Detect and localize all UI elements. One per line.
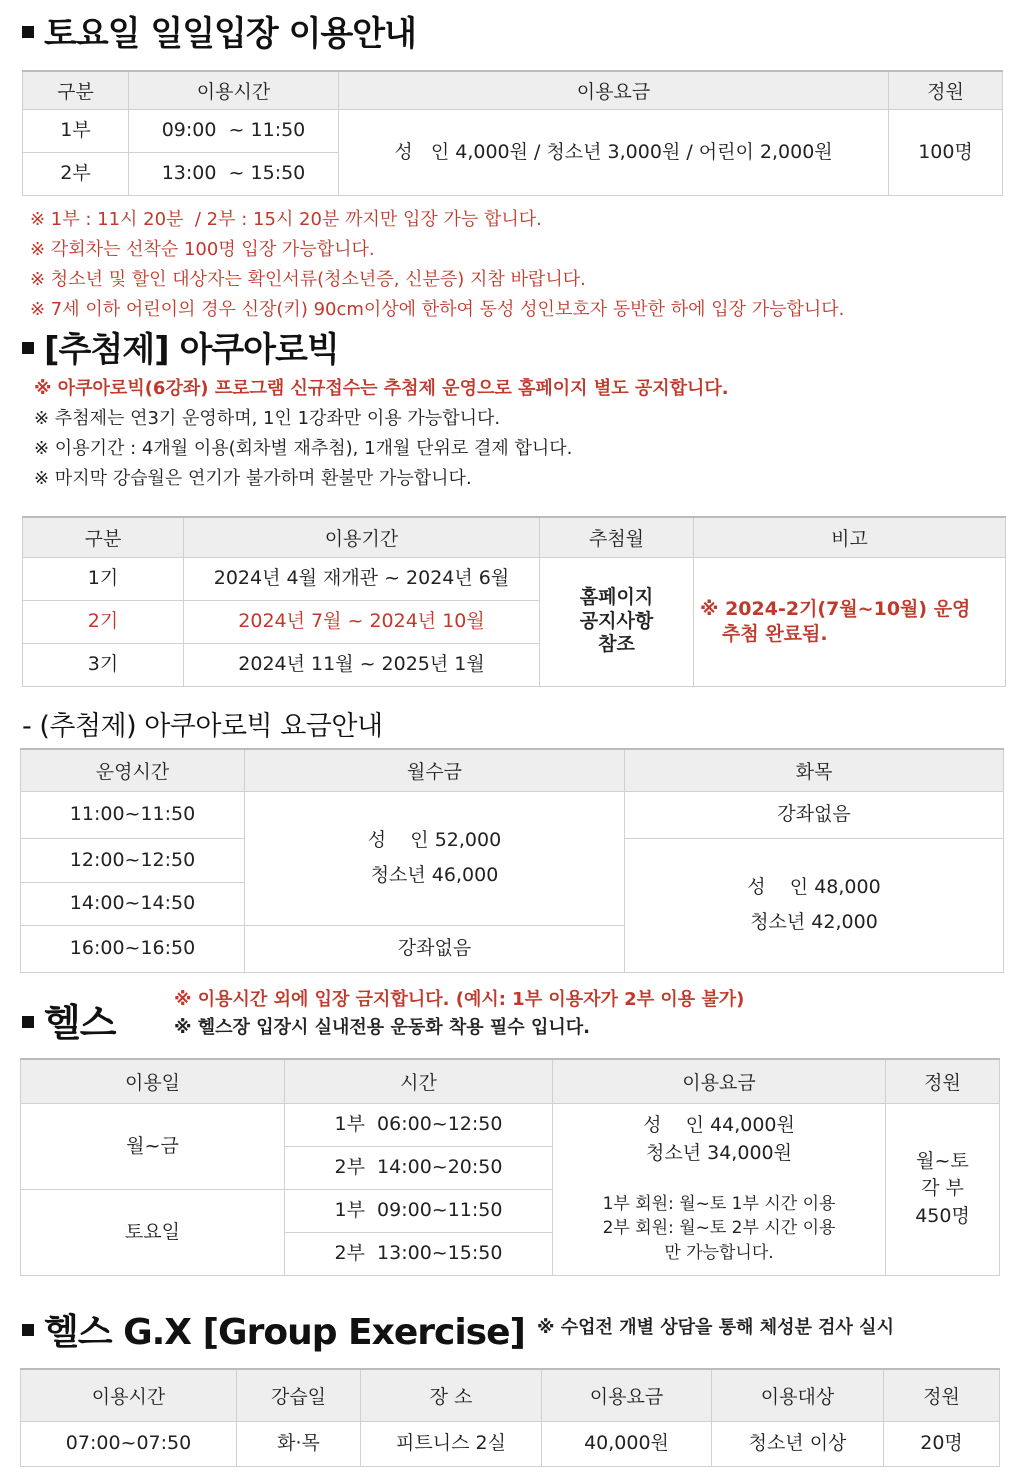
col-header: 이용대상 (712, 1369, 884, 1421)
time-cell: 07:00~07:50 (21, 1421, 237, 1466)
fee-cell: 성 인 44,000원 청소년 34,000원 1부 회원: 월~토 1부 시간 이용 2부 회원: 월~토 2부 시간 이용 만 가능합니다. (553, 1103, 886, 1275)
note-text: ※ 청소년 및 할인 대상자는 확인서류(청소년증, 신분증) 지참 바랍니다. (30, 269, 586, 290)
health-section-title: 헬스 (22, 992, 115, 1047)
note-text: ※ 이용시간 외에 입장 금지합니다. (예시: 1부 이용자가 2부 이용 불가) (174, 989, 745, 1010)
part-cell: 1부 (23, 109, 129, 152)
col-header: 이용시간 (21, 1369, 237, 1421)
note-text: ※ 아쿠아로빅(6강좌) 프로그램 신규접수는 추첨제 운영으로 홈페이지 별도 공지합니다. (34, 378, 729, 399)
col-header: 정원 (886, 1059, 1000, 1103)
table-row (23, 557, 1006, 600)
capacity-cell: 월~토 각 부 450명 (886, 1103, 1000, 1275)
saturday-table (22, 70, 1003, 196)
time-cell: 12:00~12:50 (21, 838, 245, 882)
col-header: 시간 (285, 1059, 553, 1103)
time-cell: 11:00~11:50 (21, 791, 245, 838)
col-header: 이용일 (21, 1059, 285, 1103)
table-row (21, 1421, 1000, 1466)
col-header: 구분 (23, 517, 184, 557)
table-row (21, 791, 1004, 838)
capacity-cell: 20명 (884, 1421, 1000, 1466)
tt-none-cell: 강좌없음 (625, 791, 1004, 838)
fee-cell: 40,000원 (542, 1421, 712, 1466)
health-notes (174, 986, 744, 1042)
capacity-cell: 100명 (889, 109, 1003, 195)
time-cell: 09:00 ~ 11:50 (129, 109, 339, 152)
note-text: ※ 1부 : 11시 20분 / 2부 : 15시 20분 까지만 입장 가능 합니다. (30, 209, 542, 230)
col-header: 이용요금 (339, 71, 889, 109)
col-header: 정원 (884, 1369, 1000, 1421)
time-cell: 16:00~16:50 (21, 925, 245, 972)
note-text: ※ 마지막 강습월은 연기가 불가하며 환불만 가능합니다. (34, 468, 472, 489)
aqua-fee-title: - (추첨제) 아쿠아로빅 요금안내 (22, 711, 383, 742)
bullet-square-icon (22, 1016, 34, 1028)
col-header: 강습일 (237, 1369, 361, 1421)
note-text: ※ 이용기간 : 4개월 이용(회차별 재추첨), 1개월 단위로 결제 합니다. (34, 438, 573, 459)
table-row (23, 109, 1003, 152)
aqua-fee-table (20, 748, 1004, 973)
fee-cell: 성 인 4,000원 / 청소년 3,000원 / 어린이 2,000원 (339, 109, 889, 195)
place-cell: 피트니스 2실 (361, 1421, 542, 1466)
bullet-square-icon (22, 26, 34, 38)
gx-table (20, 1368, 1000, 1467)
note-text: ※ 각회차는 선착순 100명 입장 가능합니다. (30, 239, 375, 260)
day-cell: 화·목 (237, 1421, 361, 1466)
col-header: 구분 (23, 71, 129, 109)
period-cell: 2024년 7월 ~ 2024년 10월 (184, 600, 540, 643)
col-header: 이용시간 (129, 71, 339, 109)
gx-note: ※ 수업전 개별 상담을 통해 체성분 검사 실시 (537, 1317, 894, 1338)
term-cell: 2기 (23, 600, 184, 643)
time-cell: 1부 09:00~11:50 (285, 1189, 553, 1232)
target-cell: 청소년 이상 (712, 1421, 884, 1466)
mwf-none-cell: 강좌없음 (245, 925, 625, 972)
table-row (21, 1103, 1000, 1146)
time-cell: 13:00 ~ 15:50 (129, 152, 339, 195)
tt-fee-cell: 성 인 48,000 청소년 42,000 (625, 838, 1004, 972)
col-header: 장 소 (361, 1369, 542, 1421)
col-header: 화목 (625, 749, 1004, 791)
bullet-square-icon (22, 342, 34, 354)
col-header: 이용기간 (184, 517, 540, 557)
term-cell: 1기 (23, 557, 184, 600)
period-cell: 2024년 11월 ~ 2025년 1월 (184, 643, 540, 686)
term-cell: 3기 (23, 643, 184, 686)
day-cell: 토요일 (21, 1189, 285, 1275)
day-cell: 월~금 (21, 1103, 285, 1189)
col-header: 이용요금 (553, 1059, 886, 1103)
gx-section-title: 헬스 G.X [Group Exercise] (22, 1304, 525, 1355)
draw-month-cell: 홈페이지 공지사항 참조 (540, 557, 694, 686)
aqua-term-table (22, 516, 1006, 687)
saturday-section-title: 토요일 일일입장 이용안내 (22, 6, 416, 55)
mwf-fee-cell: 성 인 52,000 청소년 46,000 (245, 791, 625, 925)
time-cell: 1부 06:00~12:50 (285, 1103, 553, 1146)
note-text: ※ 헬스장 입장시 실내전용 운동화 착용 필수 입니다. (174, 1017, 590, 1038)
period-cell: 2024년 4월 재개관 ~ 2024년 6월 (184, 557, 540, 600)
col-header: 추첨월 (540, 517, 694, 557)
part-cell: 2부 (23, 152, 129, 195)
time-cell: 2부 13:00~15:50 (285, 1232, 553, 1275)
saturday-notes (30, 205, 844, 325)
aqua-notes (34, 374, 729, 494)
remark-cell: ※ 2024-2기(7월~10월) 운영 추첨 완료됨. (694, 557, 1006, 686)
time-cell: 2부 14:00~20:50 (285, 1146, 553, 1189)
col-header: 정원 (889, 71, 1003, 109)
col-header: 비고 (694, 517, 1006, 557)
time-cell: 14:00~14:50 (21, 882, 245, 925)
col-header: 월수금 (245, 749, 625, 791)
note-text: ※ 7세 이하 어린이의 경우 신장(키) 90cm이상에 한하여 동성 성인보호자 동반한 하에 입장 가능합니다. (30, 299, 845, 320)
bullet-square-icon (22, 1324, 34, 1336)
col-header: 이용요금 (542, 1369, 712, 1421)
aqua-section-title: [추첨제] 아쿠아로빅 (22, 322, 339, 371)
note-text: ※ 추첨제는 연3기 운영하며, 1인 1강좌만 이용 가능합니다. (34, 408, 501, 429)
col-header: 운영시간 (21, 749, 245, 791)
health-table (20, 1058, 1000, 1276)
